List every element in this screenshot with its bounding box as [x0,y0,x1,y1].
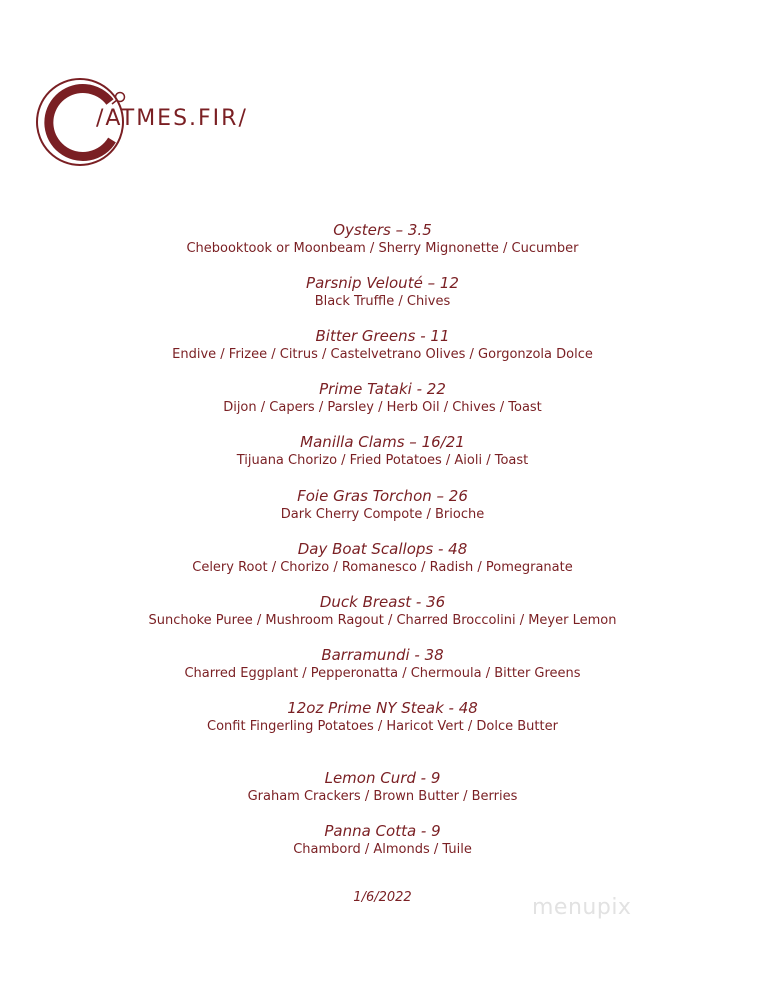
menu-item [0,593,765,629]
menu-item-title: Oysters – 3.5 [333,221,432,239]
menu-item [0,646,765,682]
menu-item [0,433,765,469]
menu-item-title: Lemon Curd - 9 [324,769,441,787]
menu-item [0,274,765,310]
menu-item-title: Bitter Greens - 11 [315,327,450,345]
menu-item-description: Tijuana Chorizo / Fried Potatoes / Aioli / Toast [236,453,529,468]
menu-item [0,487,765,523]
menu-item-description: Celery Root / Chorizo / Romanesco / Radish / Pomegranate [192,560,573,575]
menu-item-description: Chambord / Almonds / Tuile [293,842,472,857]
menu-item-title: Day Boat Scallops - 48 [297,540,468,558]
menu-item-description: Sunchoke Puree / Mushroom Ragout / Charred Broccolini / Meyer Lemon [148,613,617,628]
brand-logo [32,78,252,168]
menu-item [0,699,765,735]
menu-item [0,769,765,805]
menu-item-title: Manilla Clams – 16/21 [300,433,465,451]
logo-wordmark: /ATMES.FIR/ [96,106,248,131]
menu-item-title: Barramundi - 38 [321,646,444,664]
menu-item-description: Dark Cherry Compote / Brioche [280,507,485,522]
menu-item-title: Panna Cotta - 9 [324,822,441,840]
menu-item [0,380,765,416]
menu-item-description: Dijon / Capers / Parsley / Herb Oil / Chives / Toast [223,400,542,415]
menu-item [0,822,765,858]
menu-item-title: Parsnip Velouté – 12 [306,274,459,292]
menu-item-description: Charred Eggplant / Pepperonatta / Chermoula / Bitter Greens [184,666,581,681]
menu-item-description: Chebooktook or Moonbeam / Sherry Mignonette / Cucumber [186,241,579,256]
menu-item-title: Prime Tataki - 22 [319,380,446,398]
menu-item-description: Black Truffle / Chives [314,294,451,309]
menu-item-title: Duck Breast - 36 [319,593,446,611]
menu-item [0,327,765,363]
menu-item [0,540,765,576]
menu-item-title: Foie Gras Torchon – 26 [297,487,468,505]
menu-item-description: Graham Crackers / Brown Butter / Berries [247,789,518,804]
menu-date: 1/6/2022 [353,890,412,905]
menu-item-title: 12oz Prime NY Steak - 48 [287,699,478,717]
menu-item-description: Confit Fingerling Potatoes / Haricot Vert / Dolce Butter [207,719,558,734]
watermark: menupix [532,895,632,920]
menu-item [0,221,765,257]
menu-item-description: Endive / Frizee / Citrus / Castelvetrano Olives / Gorgonzola Dolce [172,347,593,362]
